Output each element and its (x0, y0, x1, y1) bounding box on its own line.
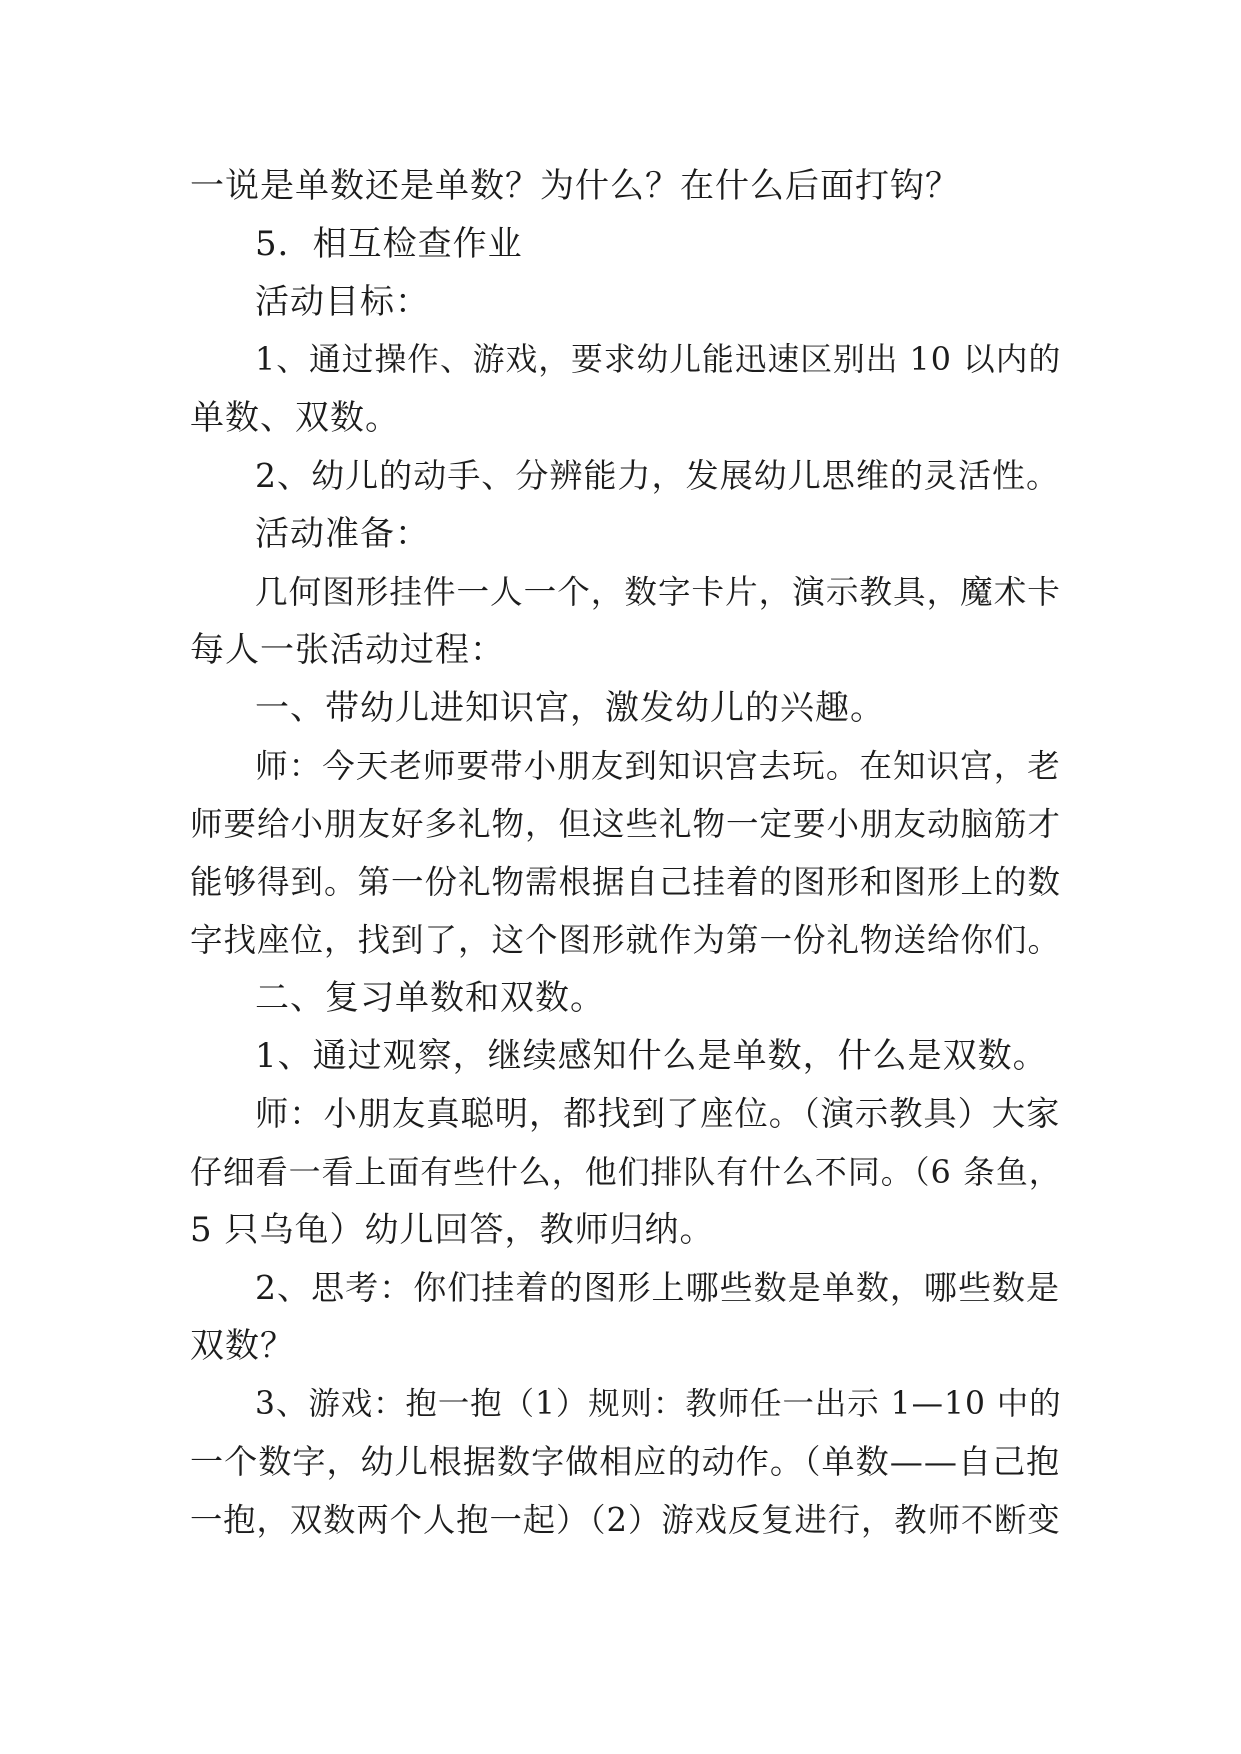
text-line: 一抱，双数两个人抱一起）（2）游戏反复进行，教师不断变 (190, 1501, 1061, 1539)
text-line: 能够得到。第一份礼物需根据自己挂着的图形和图形上的数 (190, 863, 1062, 901)
text-line: 5．相互检查作业 (255, 224, 523, 264)
text-line: 仔细看一看上面有些什么，他们排队有什么不同。（6 条鱼， (190, 1153, 1062, 1191)
text-line: 活动准备： (255, 514, 430, 554)
text-line: 3、游戏：抱一抱（1）规则：教师任一出示 1—10 中的 (255, 1386, 1062, 1422)
text-line: 1、通过操作、游戏，要求幼儿能迅速区别出 10 以内的 (255, 342, 1062, 378)
text-line: 每人一张活动过程： (190, 630, 505, 670)
text-line: 一说是单数还是单数？为什么？在什么后面打钩？ (190, 166, 960, 206)
text-line: 二、复习单数和双数。 (255, 978, 605, 1018)
text-line: 1、通过观察，继续感知什么是单数，什么是双数。 (255, 1036, 1048, 1076)
text-line: 5 只乌龟）幼儿回答，教师归纳。 (190, 1210, 715, 1250)
text-line: 一个数字，幼儿根据数字做相应的动作。（单数——自己抱 (190, 1442, 1061, 1481)
text-line: 一、带幼儿进知识宫，激发幼儿的兴趣。 (255, 688, 885, 728)
text-line: 几何图形挂件一人一个，数字卡片，演示教具，魔术卡 (255, 573, 1061, 611)
text-line: 2、思考：你们挂着的图形上哪些数是单数，哪些数是 (255, 1268, 1061, 1307)
text-line: 单数、双数。 (190, 398, 400, 438)
text-line: 师要给小朋友好多礼物，但这些礼物一定要小朋友动脑筋才 (190, 805, 1062, 843)
text-line: 活动目标： (255, 282, 430, 322)
text-line: 师：小朋友真聪明，都找到了座位。（演示教具）大家 (255, 1094, 1061, 1133)
text-line: 师：今天老师要带小朋友到知识宫去玩。在知识宫，老 (255, 747, 1061, 785)
text-line: 2、幼儿的动手、分辨能力，发展幼儿思维的灵活性。 (255, 456, 1061, 495)
text-line: 字找座位，找到了，这个图形就作为第一份礼物送给你们。 (190, 921, 1062, 959)
text-line: 双数？ (190, 1326, 295, 1366)
